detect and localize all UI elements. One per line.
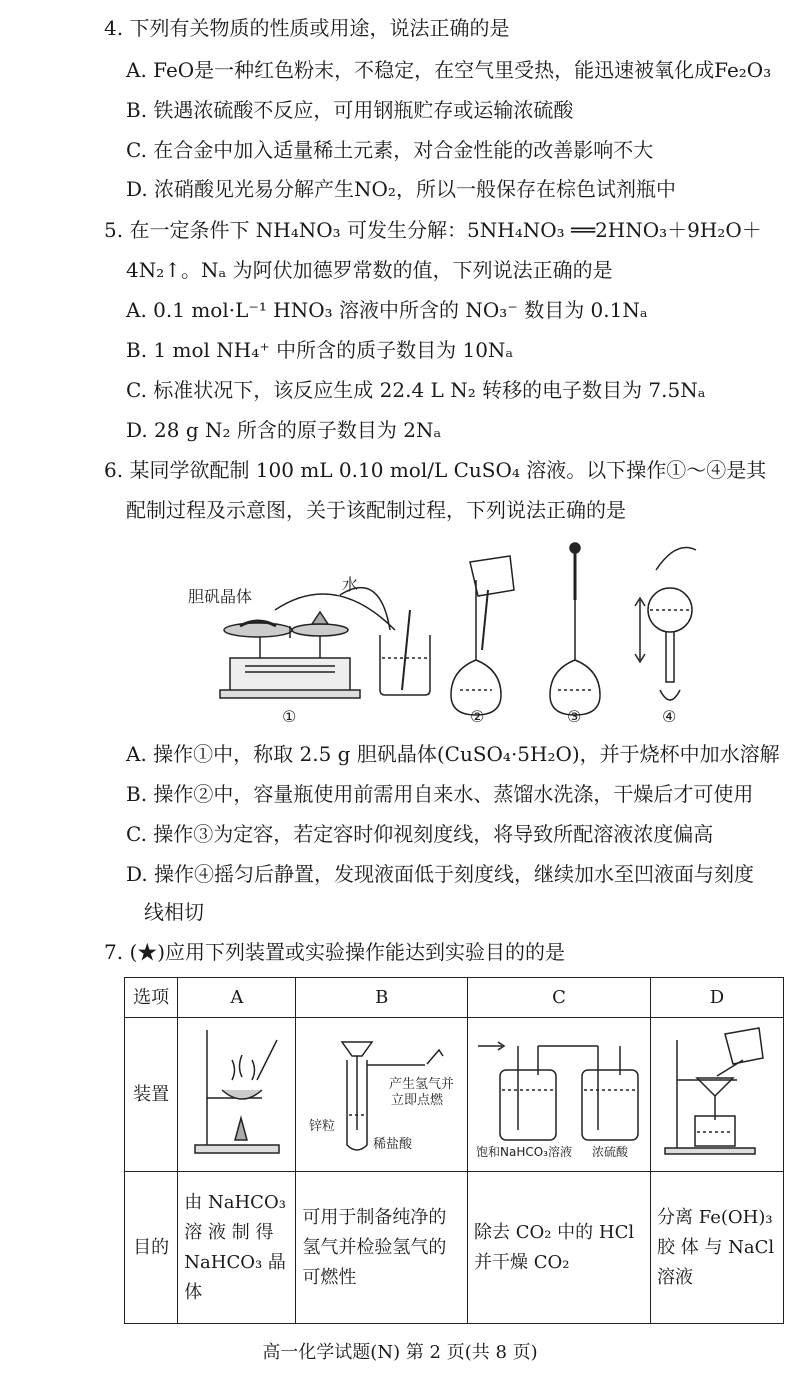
header-c: C bbox=[467, 978, 650, 1018]
q5-option-a: A. 0.1 mol·L⁻¹ HNO₃ 溶液中所含的 NO₃⁻ 数目为 0.1Nₐ bbox=[126, 298, 648, 322]
q4-option-b: B. 铁遇浓硫酸不反应，可用钢瓶贮存或运输浓硫酸 bbox=[126, 98, 574, 122]
b-ignite-label-1: 产生氢气并 bbox=[388, 1076, 454, 1092]
b-ignite-label-2: 立即点燃 bbox=[390, 1092, 443, 1108]
device-c-cell bbox=[467, 1018, 650, 1172]
header-d: D bbox=[651, 978, 784, 1018]
header-option: 选项 bbox=[125, 978, 178, 1018]
flask-transfer-illustration bbox=[451, 556, 514, 715]
dropper-flask-illustration bbox=[550, 543, 600, 715]
balance-illustration bbox=[220, 612, 360, 698]
c-right-label: 浓硫酸 bbox=[591, 1144, 628, 1159]
purpose-a-line: NaHCO₃ 晶 bbox=[184, 1251, 286, 1273]
row-label-purpose: 目的 bbox=[125, 1172, 178, 1324]
filtration-illustration bbox=[657, 1020, 777, 1160]
purpose-a-line: 由 NaHCO₃ bbox=[184, 1191, 286, 1213]
q5-option-d: D. 28 g N₂ 所含的原子数目为 2Nₐ bbox=[126, 418, 442, 442]
curved-arrow-2 bbox=[340, 588, 390, 630]
purpose-b-line: 可燃性 bbox=[302, 1266, 357, 1288]
purpose-b-line: 可用于制备纯净的 bbox=[302, 1206, 447, 1228]
purpose-d-line: 溶液 bbox=[657, 1266, 693, 1288]
purpose-a-line: 体 bbox=[184, 1281, 203, 1303]
shaking-flask-illustration bbox=[635, 548, 696, 701]
step-3-label: ③ bbox=[567, 707, 582, 726]
q4-option-c: C. 在合金中加入适量稀土元素，对合金性能的改善影响不大 bbox=[126, 138, 654, 162]
c-left-label: 饱和NaHCO₃溶液 bbox=[475, 1144, 572, 1159]
device-b-cell bbox=[296, 1018, 468, 1172]
q6-option-d-line1: D. 操作④摇匀后静置，发现液面低于刻度线，继续加水至凹液面与刻度 bbox=[126, 862, 755, 886]
q5-option-c: C. 标准状况下，该反应生成 22.4 L N₂ 转移的电子数目为 7.5Nₐ bbox=[126, 378, 706, 402]
crystal-label: 胆矾晶体 bbox=[188, 587, 253, 606]
evaporating-dish-illustration bbox=[187, 1020, 287, 1160]
q5-stem-line1: 5. 在一定条件下 NH₄NO₃ 可发生分解：5NH₄NO₃ ══2HNO₃＋9H₂O＋ bbox=[104, 218, 762, 242]
purpose-d-line: 分离 Fe(OH)₃ bbox=[657, 1206, 773, 1228]
purpose-b-line: 氢气并检验氢气的 bbox=[302, 1236, 447, 1258]
page-footer: 高一化学试题(N) 第 2 页(共 8 页) bbox=[262, 1342, 538, 1363]
purpose-a-line: 溶 液 制 得 bbox=[184, 1221, 274, 1243]
purpose-c-line: 并干燥 CO₂ bbox=[473, 1251, 570, 1273]
purpose-a-cell bbox=[178, 1172, 296, 1324]
solution-preparation-figure bbox=[170, 540, 710, 730]
experiment-table bbox=[124, 977, 784, 1324]
row-label-device: 装置 bbox=[125, 1018, 178, 1172]
purpose-c-cell bbox=[467, 1172, 650, 1324]
q6-stem-line1: 6. 某同学欲配制 100 mL 0.10 mol/L CuSO₄ 溶液。以下操作①～④是其 bbox=[104, 458, 767, 482]
device-d-cell bbox=[651, 1018, 784, 1172]
purpose-d-cell bbox=[651, 1172, 784, 1324]
gas-washing-bottles-illustration bbox=[474, 1020, 644, 1160]
purpose-d-line: 胶 体 与 NaCl bbox=[657, 1236, 775, 1258]
purpose-b-cell bbox=[296, 1172, 468, 1324]
b-zinc-label: 锌粒 bbox=[308, 1118, 335, 1134]
table-header-row bbox=[125, 978, 784, 1018]
header-b: B bbox=[296, 978, 468, 1018]
q6-option-d-line2: 线相切 bbox=[144, 900, 204, 924]
q6-option-c: C. 操作③为定容，若定容时仰视刻度线，将导致所配溶液浓度偏高 bbox=[126, 822, 714, 846]
purpose-row bbox=[125, 1172, 784, 1324]
q6-option-a: A. 操作①中，称取 2.5 g 胆矾晶体(CuSO₄·5H₂O)，并于烧杯中加水溶解 bbox=[126, 742, 780, 766]
step-1-label: ① bbox=[282, 707, 297, 726]
q7-stem: 7. (★)应用下列装置或实验操作能达到实验目的的是 bbox=[104, 940, 566, 964]
purpose-c-line: 除去 CO₂ 中的 HCl bbox=[473, 1221, 635, 1243]
q5-stem-line2: 4N₂↑。Nₐ 为阿伏加德罗常数的值，下列说法正确的是 bbox=[126, 258, 613, 282]
q4-option-a: A. FeO是一种红色粉末，不稳定，在空气里受热，能迅速被氧化成Fe₂O₃ bbox=[126, 58, 772, 82]
device-a-cell bbox=[178, 1018, 296, 1172]
q6-stem-line2: 配制过程及示意图，关于该配制过程，下列说法正确的是 bbox=[126, 498, 626, 522]
water-label: 水 bbox=[342, 575, 359, 594]
hydrogen-generator-illustration bbox=[307, 1020, 457, 1160]
q6-option-b: B. 操作②中，容量瓶使用前需用自来水、蒸馏水洗涤，干燥后才可使用 bbox=[126, 782, 754, 806]
step-2-label: ② bbox=[470, 707, 485, 726]
q5-option-b: B. 1 mol NH₄⁺ 中所含的质子数目为 10Nₐ bbox=[126, 338, 514, 362]
step-4-label: ④ bbox=[662, 707, 677, 726]
b-acid-label: 稀盐酸 bbox=[372, 1136, 412, 1152]
header-a: A bbox=[178, 978, 296, 1018]
q4-stem: 4. 下列有关物质的性质或用途，说法正确的是 bbox=[104, 16, 510, 40]
q4-option-d: D. 浓硝酸见光易分解产生NO₂，所以一般保存在棕色试剂瓶中 bbox=[126, 177, 676, 201]
device-row bbox=[125, 1018, 784, 1172]
